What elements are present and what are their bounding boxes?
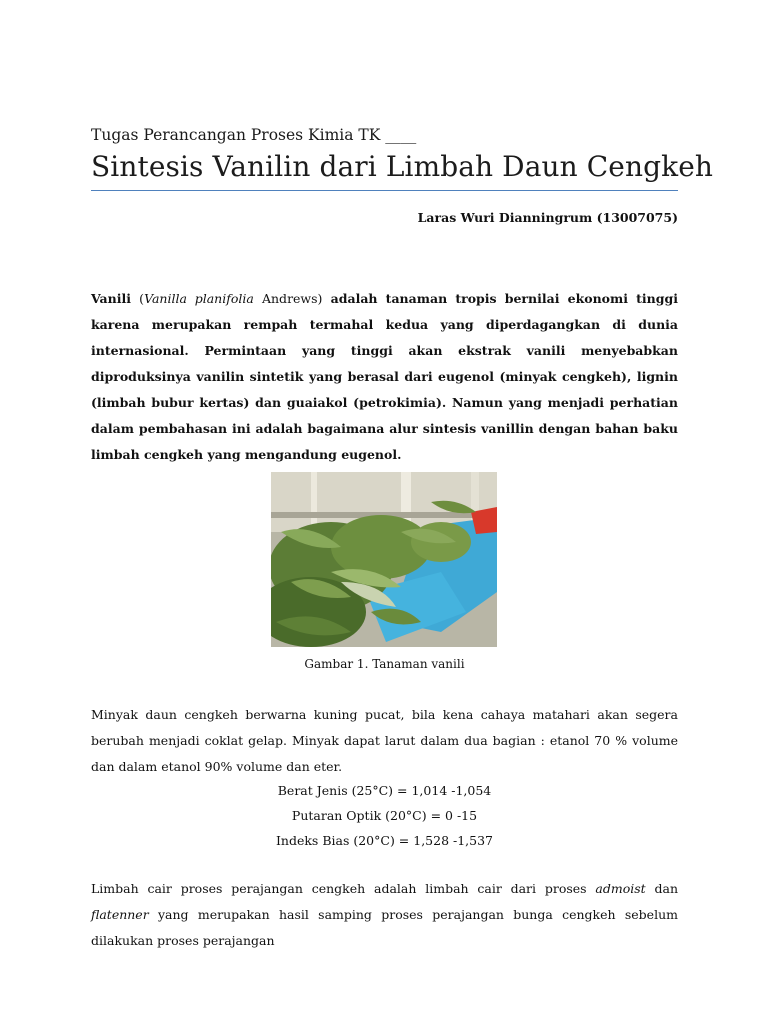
property-list bbox=[91, 778, 678, 853]
property-optical-rotation: Putaran Optik (20°C) = 0 -15 bbox=[291, 808, 478, 823]
intro-word: Vanili bbox=[91, 291, 131, 306]
waste-paragraph bbox=[91, 876, 678, 954]
intro-open-paren: ( bbox=[139, 291, 145, 306]
document-title: Sintesis Vanilin dari Limbah Daun Cengkeh bbox=[91, 150, 713, 183]
title-divider bbox=[91, 190, 678, 191]
waste-text-1: Limbah cair proses perajangan cengkeh adalah limbah cair dari proses bbox=[91, 881, 587, 896]
vanilla-plant-photo bbox=[271, 472, 497, 647]
intro-species: Vanilla planifolia bbox=[144, 291, 254, 306]
intro-authority: Andrews) bbox=[261, 291, 323, 306]
waste-term-flatenner: flatenner bbox=[91, 907, 149, 922]
property-density: Berat Jenis (25°C) = 1,014 -1,054 bbox=[277, 783, 492, 798]
intro-paragraph bbox=[91, 286, 678, 468]
intro-body: adalah tanaman tropis bernilai ekonomi tinggi karena merupakan rempah termahal kedua yang diperdagangkan di dunia internasional. Permintaan yang tinggi akan ekstrak vanili menyebabkan diproduksinya vanilin sintetik yang berasal dari eugenol (minyak cengkeh), lignin (limbah bubur kertas) dan guaiakol (petrokimia). Namun yang menjadi perhatian dalam pembahasan ini adalah bagaimana alur sintesis vanillin dengan bahan baku limbah cengkeh yang mengandung eugenol. bbox=[91, 291, 678, 462]
author-line: Laras Wuri Dianningrum (13007075) bbox=[417, 210, 678, 225]
waste-text-2: yang merupakan hasil samping proses perajangan bunga cengkeh sebelum dilakukan proses perajangan bbox=[91, 907, 678, 948]
waste-and: dan bbox=[654, 881, 678, 896]
figure-caption: Gambar 1. Tanaman vanili bbox=[304, 657, 465, 671]
oil-paragraph: Minyak daun cengkeh berwarna kuning pucat, bila kena cahaya matahari akan segera berubah menjadi coklat gelap. Minyak dapat larut dalam dua bagian : etanol 70 % volume dan dalam etanol 90% volume dan eter. bbox=[91, 707, 678, 774]
property-refractive-index: Indeks Bias (20°C) = 1,528 -1,537 bbox=[275, 833, 494, 848]
waste-term-admoist: admoist bbox=[595, 881, 646, 896]
document-subtitle: Tugas Perancangan Proses Kimia TK ____ bbox=[91, 126, 417, 144]
